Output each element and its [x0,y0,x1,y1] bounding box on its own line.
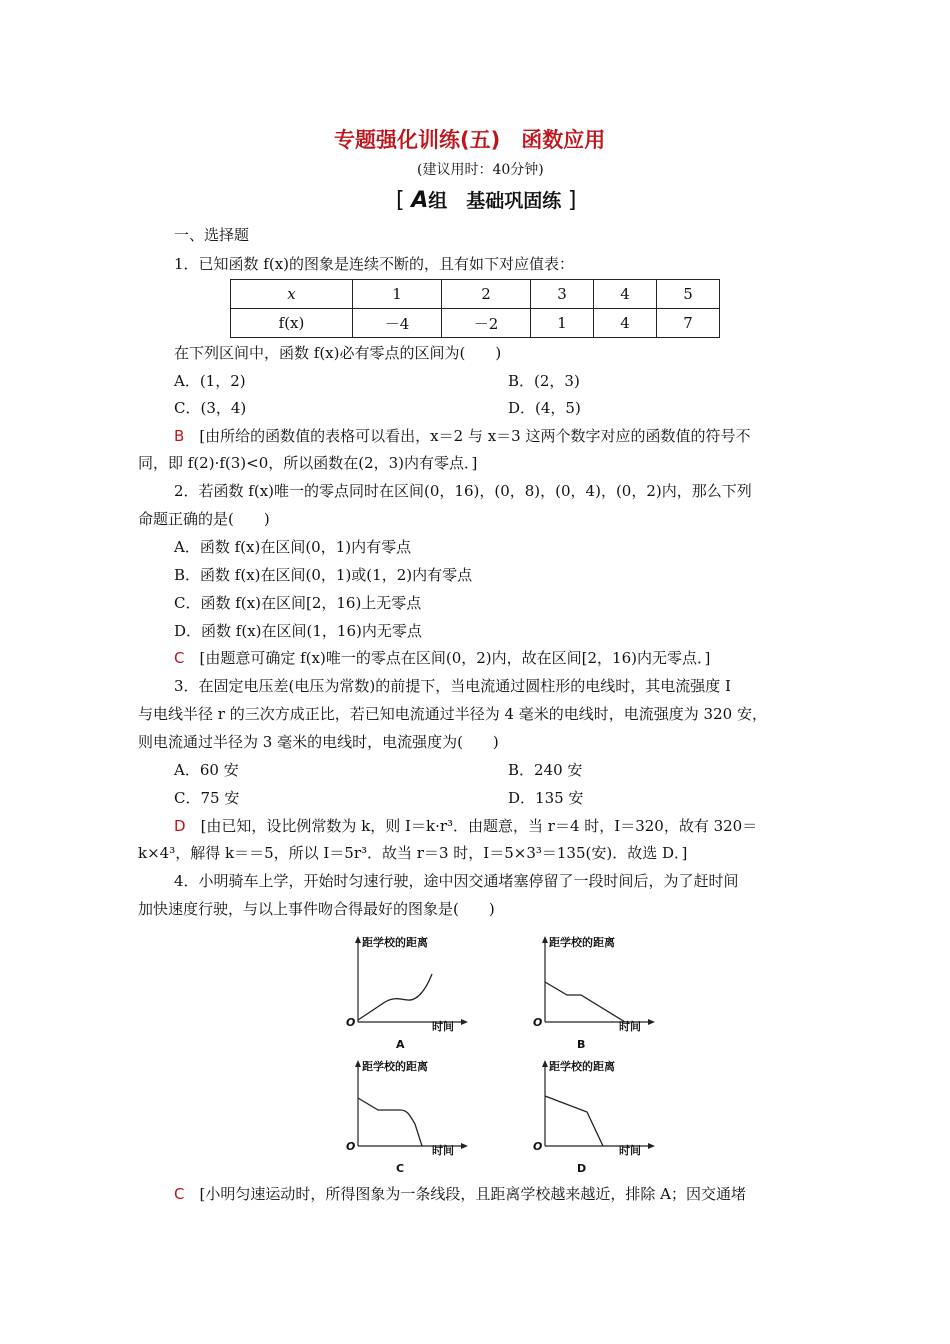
q3-option-c: C．75 安 [174,789,240,807]
q3-answer: D [174,817,186,835]
q3-explanation-text: [由已知，设比例常数为 k，则 I＝k·r³．由题意，当 r＝4 时，I＝320，故有 320＝ [200,817,758,835]
graph-a-caption: A [396,1038,405,1051]
q1-explanation-line1 [174,425,750,446]
q4-explanation-text: [小明匀速运动时，所得图象为一条线段，且距离学校越来越近，排除 A；因交通堵 [199,1185,746,1203]
q3-option-b: B．240 安 [508,761,583,779]
table-cell: 2 [442,280,531,309]
q4-stem-line2: 加快速度行驶，与以上事件吻合得最好的图象是( ) [138,900,495,918]
group-heading [396,186,576,213]
q2-option-d: D．函数 f(x)在区间(1，16)内无零点 [174,622,422,640]
graph-c-xlabel: 时间 [432,1144,454,1157]
q2-explanation-text: [由题意可确定 f(x)唯一的零点在区间(0，2)内，故在区间[2，16)内无零点．] [199,649,711,667]
table-cell: －2 [442,309,531,338]
graph-a-svg [340,934,480,1054]
table-row [231,280,720,309]
q4-answer: C [174,1185,185,1203]
table-cell: x [231,280,353,309]
graph-d-ylabel: 距学校的距离 [549,1060,615,1073]
q4-explanation-line1 [174,1183,746,1204]
graph-d-caption: D [577,1162,587,1175]
graph-a-xlabel: 时间 [432,1020,454,1033]
q4-stem-line1: 4．小明骑车上学，开始时匀速行驶，途中因交通堵塞停留了一段时间后，为了赶时间 [174,872,739,890]
q2-explanation [174,647,710,668]
table-cell: 7 [657,309,720,338]
table-cell: 1 [353,280,442,309]
q1-stem: 1．已知函数 f(x)的图象是连续不断的，且有如下对应值表： [174,255,575,273]
graph-d-xlabel: 时间 [619,1144,641,1157]
graph-a-origin: O [346,1016,356,1029]
table-cell: f(x) [231,309,353,338]
q3-explanation-line1 [174,815,757,836]
time-hint: (建议用时：40分钟) [417,162,544,178]
graph-c [340,1058,480,1178]
q1-option-a: A．(1，2) [174,372,246,390]
graph-d [527,1058,667,1178]
q1-explanation-text: [由所给的函数值的表格可以看出，x＝2 与 x＝3 这两个数字对应的函数值的符号不 [199,427,751,445]
group-open-bracket: [ [396,188,405,213]
graph-b-caption: B [577,1038,586,1051]
page-title: 专题强化训练(五) 函数应用 [334,128,606,152]
table-cell: 4 [594,280,657,309]
q3-option-d: D．135 安 [508,789,584,807]
table-cell: 5 [657,280,720,309]
graph-c-caption: C [396,1162,405,1175]
q1-prompt: 在下列区间中，函数 f(x)必有零点的区间为( ) [174,344,502,362]
graph-c-ylabel: 距学校的距离 [362,1060,428,1073]
graph-b-xlabel: 时间 [619,1020,641,1033]
graph-b-origin: O [533,1016,543,1029]
group-label: 组 基础巩固练 [428,190,562,212]
q2-option-b: B．函数 f(x)在区间(0，1)或(1，2)内有零点 [174,566,473,584]
graph-a [340,934,480,1054]
q2-answer: C [174,649,185,667]
table-row [231,309,720,338]
graph-b-svg [527,934,667,1054]
value-table [230,279,720,338]
q3-stem-line2: 与电线半径 r 的三次方成正比，若已知电流通过半径为 4 毫米的电线时，电流强度为 320 安， [138,705,767,723]
q1-option-d: D．(4，5) [508,399,581,417]
graph-b-ylabel: 距学校的距离 [549,936,615,949]
q2-option-a: A．函数 f(x)在区间(0，1)内有零点 [174,538,412,556]
graph-d-origin: O [533,1140,543,1153]
section-heading: 一、选择题 [174,226,250,244]
q1-answer: B [174,427,185,445]
graph-c-origin: O [346,1140,356,1153]
q3-stem-line1: 3．在固定电压差(电压为常数)的前提下，当电流通过圆柱形的电线时，其电流强度 I [174,677,731,695]
q3-stem-line3: 则电流通过半径为 3 毫米的电线时，电流强度为( ) [138,733,499,751]
table-cell: 4 [594,309,657,338]
q3-explanation-line2: k×4³，解得 k＝＝5，所以 I＝5r³．故当 r＝3 时，I＝5×3³＝135(安)．故选 D．] [138,844,688,862]
q1-option-b: B．(2，3) [508,372,580,390]
graph-c-svg [340,1058,480,1178]
q2-stem-line1: 2．若函数 f(x)唯一的零点同时在区间(0，16)，(0，8)，(0，4)，(0，2)内，那么下列 [174,482,752,500]
group-close-bracket: ] [567,188,577,213]
table-cell: －4 [353,309,442,338]
table-cell: 1 [531,309,594,338]
q3-option-a: A．60 安 [174,761,239,779]
graph-a-ylabel: 距学校的距离 [362,936,428,949]
q1-option-c: C．(3，4) [174,399,247,417]
group-letter: A [411,188,429,213]
table-cell: 3 [531,280,594,309]
q2-stem-line2: 命题正确的是( ) [138,510,270,528]
q1-explanation-line2: 同，即 f(2)·f(3)<0，所以函数在(2，3)内有零点．] [138,454,478,472]
graph-b [527,934,667,1054]
graph-d-svg [527,1058,667,1178]
q2-option-c: C．函数 f(x)在区间[2，16)上无零点 [174,594,422,612]
